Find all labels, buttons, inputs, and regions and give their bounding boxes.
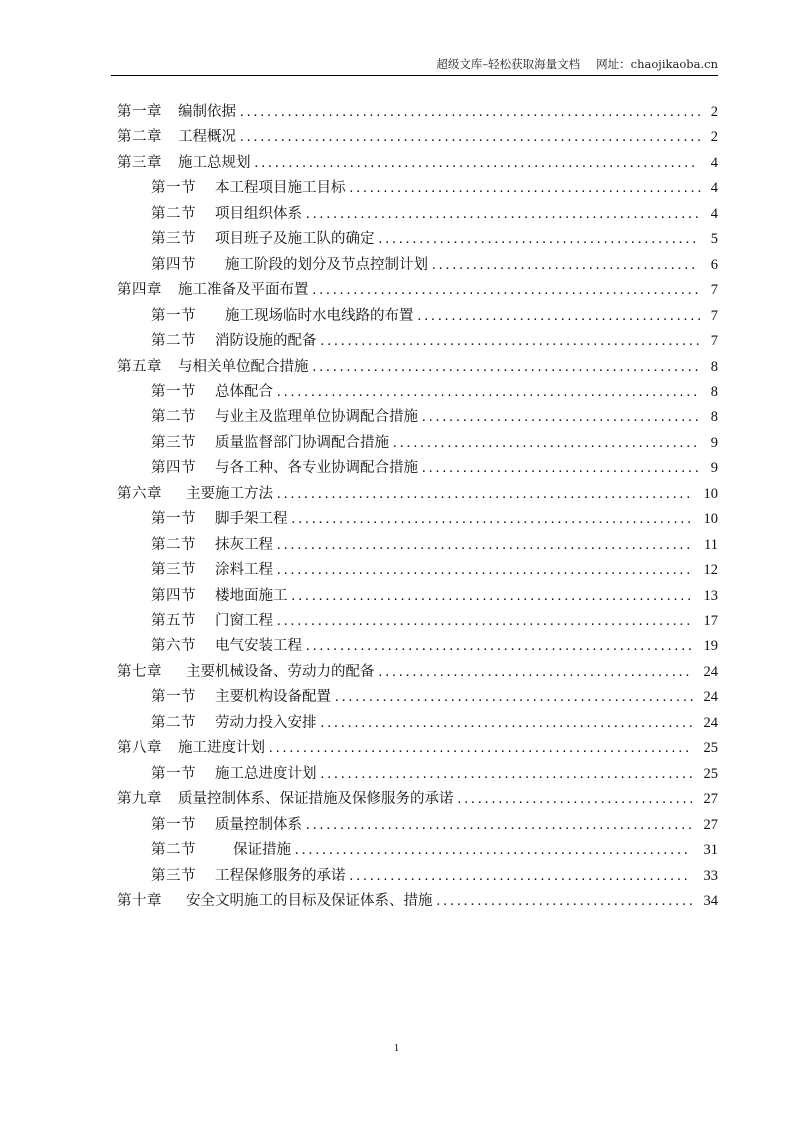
toc-title: 与相关单位配合措施 [178,358,309,375]
toc-label: 第二节 [151,536,196,553]
toc-label: 第二节 [151,842,196,859]
toc-dot-leader: ....................................................... [320,765,696,782]
toc-title: 总体配合 [215,383,273,400]
toc-label: 第一节 [151,816,196,833]
toc-title: 与各工种、各专业协调配合措施 [215,460,418,477]
toc-label: 第五节 [151,613,196,629]
toc-page-number: 9 [710,460,718,477]
toc-label: 第一节 [151,765,196,782]
toc-page-number: 8 [710,358,718,375]
toc-label: 第六节 [151,638,196,655]
toc-dot-leader: .............................................................. [277,383,701,400]
toc-section-row[interactable] [151,178,718,198]
toc-dot-leader: ........................................................... [291,511,695,528]
toc-dot-leader: .............................................................. [269,740,693,757]
toc-dot-leader: .................................................. [349,867,691,884]
toc-label: 第三章 [117,154,162,171]
toc-label: 第七章 [117,663,162,680]
toc-label: 第二章 [117,129,162,146]
toc-page-number: 4 [710,180,718,197]
toc-section-row[interactable] [151,713,718,733]
toc-label: 第二节 [151,714,196,731]
toc-label: 第十章 [117,892,162,909]
toc-title: 施工进度计划 [178,740,265,757]
toc-label: 第一节 [151,383,196,400]
toc-title: 保证措施 [233,842,291,859]
toc-title: 门窗工程 [215,613,273,629]
toc-title: 项目班子及施工队的确定 [215,231,375,248]
toc-section-row[interactable] [151,764,718,784]
toc-page-number: 24 [703,689,718,706]
toc-title: 主要机械设备、劳动力的配备 [186,663,375,680]
header-rule [111,75,718,76]
toc-page-number: 7 [710,333,718,350]
toc-page-number: 4 [710,154,718,171]
toc-label: 第一节 [151,689,196,706]
toc-chapter-row[interactable] [117,662,718,682]
toc-chapter-row[interactable] [117,738,718,758]
toc-page-number: 19 [703,638,718,655]
toc-title: 编制依据 [178,104,236,120]
toc-dot-leader: ............................................................. [277,485,694,502]
toc-label: 第九章 [117,791,162,808]
toc-title: 质量控制体系、保证措施及保修服务的承诺 [178,791,454,808]
toc-page-number: 2 [710,129,718,146]
toc-dot-leader: .................................................... [349,180,705,197]
toc-page-number: 12 [703,562,718,579]
toc-dot-leader: ................................................................. [254,154,699,171]
toc-page-number: 25 [703,765,718,782]
toc-label: 第四节 [151,256,196,273]
toc-label: 第二节 [151,333,196,350]
toc-title: 与业主及监理单位协调配合措施 [215,409,418,426]
toc-dot-leader: ....................................................... [320,714,696,731]
page-header [436,56,718,72]
toc-page-number: 25 [703,740,718,757]
toc-page-number: 4 [710,205,718,222]
toc-page-number: 9 [710,434,718,451]
toc-page-number: 10 [703,485,718,502]
toc-section-row[interactable] [151,586,718,606]
toc-page-number: 8 [710,383,718,400]
toc-section-row[interactable] [151,306,718,326]
toc-section-row[interactable] [151,433,718,453]
toc-dot-leader: ............................................... [378,231,700,248]
toc-label: 第二节 [151,409,196,426]
toc-page-number: 27 [703,816,718,833]
toc-page-number: 34 [703,892,718,909]
toc-section-row[interactable] [151,815,718,835]
toc-title: 脚手架工程 [215,511,288,528]
toc-page-number: 27 [703,791,718,808]
toc-section-row[interactable] [151,382,718,402]
toc-dot-leader: ..................................................... [335,689,697,706]
toc-dot-leader: ...................................... [436,892,696,909]
toc-title: 主要施工方法 [186,485,273,502]
toc-section-row[interactable] [151,687,718,707]
toc-dot-leader: ............................................................. [277,536,694,553]
toc-page-number: 31 [703,842,718,859]
toc-section-row[interactable] [151,560,718,580]
toc-page-number: 2 [710,104,718,120]
toc-dot-leader: .................................................................... [240,129,705,146]
toc-dot-leader: ............................................................. [277,562,694,579]
toc-section-row[interactable] [151,458,718,478]
toc-page-number: 8 [710,409,718,426]
toc-label: 第三节 [151,434,196,451]
toc-dot-leader: .......................................................... [295,842,691,859]
toc-title: 项目组织体系 [215,205,302,222]
header-url: 网址：chaojikaoba.cn [596,57,718,71]
toc-dot-leader: ............................................. [393,434,701,451]
toc-label: 第四章 [117,282,162,299]
toc-title: 工程保修服务的承诺 [215,867,346,884]
toc-chapter-row[interactable] [117,357,718,377]
toc-dot-leader: ............................................................. [277,613,694,629]
toc-dot-leader: .............................................. [378,663,693,680]
toc-section-row[interactable] [151,331,718,351]
toc-dot-leader: ......................................................... [312,282,702,299]
toc-label: 第三节 [151,562,196,579]
toc-chapter-row[interactable] [117,102,718,122]
toc-label: 第二节 [151,205,196,222]
toc-page-number: 13 [703,587,718,604]
toc-dot-leader: ......................................... [422,460,702,477]
toc-title: 涂料工程 [215,562,273,579]
toc-section-row[interactable] [151,636,718,656]
toc-section-row[interactable] [151,229,718,249]
toc-title: 施工总规划 [178,154,251,171]
toc-dot-leader: ......................................................... [306,638,696,655]
toc-label: 第一节 [151,511,196,528]
toc-title: 电气安装工程 [215,638,302,655]
toc-section-row[interactable] [151,611,718,631]
toc-title: 质量监督部门协调配合措施 [215,434,389,451]
toc-title: 施工现场临时水电线路的布置 [225,307,414,324]
toc-page-number: 17 [703,613,718,629]
toc-label: 第三节 [151,867,196,884]
toc-page-number: 33 [703,867,718,884]
toc-title: 楼地面施工 [215,587,288,604]
page-number: 1 [393,1042,400,1054]
toc-page-number: 11 [704,536,718,553]
toc-dot-leader: .................................................................... [240,104,705,120]
toc-title: 质量控制体系 [215,816,302,833]
toc-dot-leader: ....................................... [432,256,699,273]
toc-title: 工程概况 [178,129,236,146]
header-site-name: 超级文库–轻松获取海量文档 [436,57,581,71]
toc-label: 第一节 [151,180,196,197]
toc-label: 第五章 [117,358,162,375]
toc-dot-leader: ......................................................... [312,358,702,375]
toc-section-row[interactable] [151,840,718,860]
toc-page-number: 7 [710,307,718,324]
toc-label: 第一节 [151,307,196,324]
toc-page-number: 5 [710,231,718,248]
toc-title: 抹灰工程 [215,536,273,553]
toc-section-row[interactable] [151,204,718,224]
toc-section-row[interactable] [151,407,718,427]
toc-label: 第八章 [117,740,162,757]
toc-chapter-row[interactable] [117,484,718,504]
toc-section-row[interactable] [151,509,718,529]
toc-dot-leader: ......................................................... [306,816,696,833]
toc-title: 安全文明施工的目标及保证体系、措施 [186,892,433,909]
toc-label: 第四节 [151,460,196,477]
toc-chapter-row[interactable] [117,153,718,173]
toc-title: 主要机构设备配置 [215,689,331,706]
toc-title: 劳动力投入安排 [215,714,317,731]
toc-section-row[interactable] [151,535,718,555]
toc-title: 消防设施的配备 [215,333,317,350]
toc-dot-leader: .......................................................... [306,205,702,222]
toc-dot-leader: ................................... [457,791,697,808]
toc-chapter-row[interactable] [117,127,718,147]
toc-page-number: 24 [703,663,718,680]
toc-section-row[interactable] [151,866,718,886]
toc-title: 施工准备及平面布置 [178,282,309,299]
toc-label: 第三节 [151,231,196,248]
toc-dot-leader: ........................................................... [291,587,695,604]
toc-dot-leader: .......................................... [417,307,705,324]
toc-dot-leader: ......................................... [422,409,702,426]
toc-page-number: 7 [710,282,718,299]
toc-title: 施工总进度计划 [215,765,317,782]
toc-dot-leader: ........................................................ [320,333,703,350]
toc-title: 施工阶段的划分及节点控制计划 [225,256,428,273]
toc-page-number: 24 [703,714,718,731]
toc-label: 第四节 [151,587,196,604]
toc-label: 第一章 [117,104,162,120]
toc-page-number: 10 [703,511,718,528]
toc-chapter-row[interactable] [117,789,718,809]
toc-section-row[interactable] [151,255,718,275]
toc-chapter-row[interactable] [117,280,718,300]
toc-label: 第六章 [117,485,162,502]
toc-title: 本工程项目施工目标 [215,180,346,197]
toc-chapter-row[interactable] [117,891,718,911]
toc-page-number: 6 [710,256,718,273]
